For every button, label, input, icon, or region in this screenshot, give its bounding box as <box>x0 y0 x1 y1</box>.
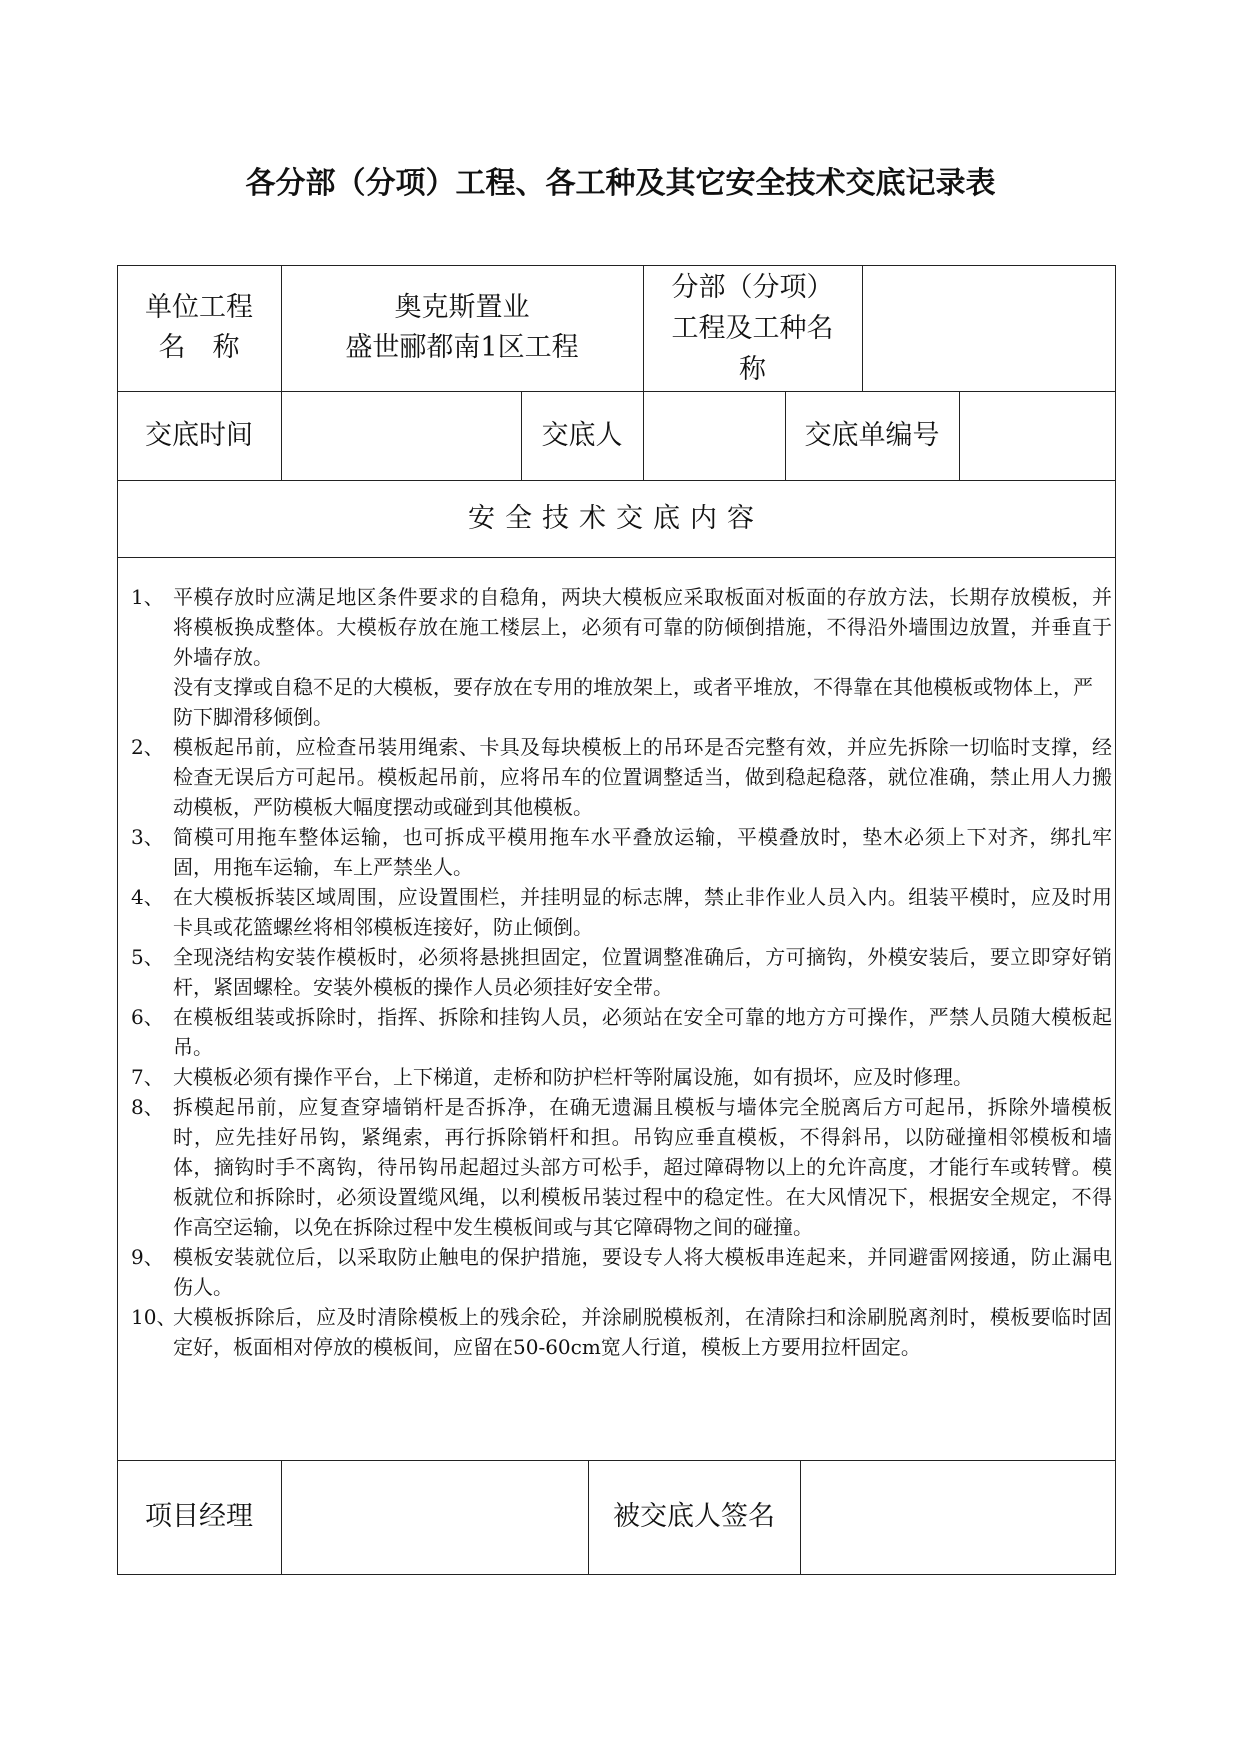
list-item <box>127 582 1112 672</box>
item-number: 6、 <box>131 1005 164 1029</box>
unit-project-label-line1: 单位工程 <box>145 292 253 323</box>
unit-project-value <box>281 265 643 391</box>
item-number: 7、 <box>131 1065 164 1089</box>
item-text: 在大模板拆装区域周围，应设置围栏，并挂明显的标志牌，禁止非作业人员入内。组装平模时，应及时用卡具或花篮螺丝将相邻模板连接好，防止倾倒。 <box>173 885 1112 939</box>
unit-project-label <box>117 265 281 391</box>
project-manager-signature[interactable] <box>281 1460 588 1574</box>
item-text: 简模可用拖车整体运输，也可拆成平模用拖车水平叠放运输，平模叠放时，垫木必须上下对齐，绑扎牢固，用拖车运输，车上严禁坐人。 <box>173 825 1112 879</box>
item-number: 9、 <box>131 1245 164 1269</box>
item-text: 拆模起吊前，应复查穿墙销杆是否拆净，在确无遗漏且模板与墙体完全脱离后方可起吊，拆除外墙模板时，应先挂好吊钩，紧绳索，再行拆除销杆和担。吊钩应垂直模板，不得斜吊，以防碰撞相邻模板和墙体，摘钩时手不离钩，待吊钩吊起超过头部方可松手，超过障碍物以上的允许高度，才能行车或转臂。模板就位和拆除时，必须设置缆风绳，以利模板吊装过程中的稳定性。在大风情况下，根据安全规定，不得作高空运输，以免在拆除过程中发生模板间或与其它障碍物之间的碰撞。 <box>173 1095 1112 1239</box>
project-manager-label: 项目经理 <box>145 1501 253 1532</box>
sub-project-label-line2: 工程及工种名 <box>671 312 834 344</box>
unit-project-value-line2: 盛世郦都南1区工程 <box>345 332 579 363</box>
table-border-right <box>1115 265 1116 1575</box>
item-number: 3、 <box>131 825 164 849</box>
briefer-value <box>643 391 785 480</box>
item-text: 模板安装就位后，以采取防止触电的保护措施，要设专人将大模板串连起来，并同避雷网接通，防止漏电伤人。 <box>173 1245 1112 1299</box>
list-item <box>127 1302 1112 1362</box>
brief-number-value <box>959 391 1115 480</box>
item-1-extra-paragraph: 没有支撑或自稳不足的大模板，要存放在专用的堆放架上，或者平堆放，不得靠在其他模板或物体上，严防下脚滑移倾倒。 <box>173 675 1093 729</box>
sub-project-label-line1: 分部（分项） <box>671 271 834 303</box>
safety-content-list <box>127 582 1112 1362</box>
brief-time-label: 交底时间 <box>145 419 253 451</box>
list-item <box>127 1062 1112 1092</box>
list-item <box>127 1092 1112 1242</box>
item-text: 模板起吊前，应检查吊装用绳索、卡具及每块模板上的吊环是否完整有效，并应先拆除一切临时支撑，经检查无误后方可起吊。模板起吊前，应将吊车的位置调整适当，做到稳起稳落，就位准确，禁止用人力搬动模板，严防模板大幅度摆动或碰到其他模板。 <box>173 735 1112 819</box>
item-number: 1、 <box>131 585 164 609</box>
unit-project-value-line1: 奥克斯置业 <box>394 292 530 323</box>
item-text: 平模存放时应满足地区条件要求的自稳角，两块大模板应采取板面对板面的存放方法，长期存放模板，并将模板换成整体。大模板存放在施工楼层上，必须有可靠的防倾倒措施，不得沿外墙围边放置，并垂直于外墙存放。 <box>173 585 1112 669</box>
list-item <box>127 942 1112 1002</box>
item-number: 2、 <box>131 735 164 759</box>
item-text: 在模板组装或拆除时，指挥、拆除和挂钩人员，必须站在安全可靠的地方方可操作，严禁人员随大模板起吊。 <box>173 1005 1112 1059</box>
list-item <box>127 822 1112 882</box>
item-number: 10、 <box>131 1305 177 1329</box>
list-item <box>127 882 1112 942</box>
sub-project-label <box>643 265 862 391</box>
recipient-signature-label: 被交底人签名 <box>613 1501 775 1532</box>
sub-project-value <box>862 265 1115 391</box>
unit-project-label-line2: 名 称 <box>158 332 240 363</box>
item-text: 大模板必须有操作平台，上下梯道，走桥和防护栏杆等附属设施，如有损坏，应及时修理。 <box>173 1065 973 1089</box>
item-number: 4、 <box>131 885 164 909</box>
list-item <box>127 1002 1112 1062</box>
recipient-signature[interactable] <box>800 1460 1115 1574</box>
section-heading: 安全技术交底内容 <box>468 502 764 534</box>
safety-briefing-table <box>117 265 1116 1575</box>
list-item <box>127 1242 1112 1302</box>
brief-number-label: 交底单编号 <box>804 419 940 451</box>
sub-project-label-line3: 称 <box>739 353 766 385</box>
brief-time-value <box>281 391 521 480</box>
row-divider-3 <box>117 557 1116 558</box>
briefer-label: 交底人 <box>541 419 623 451</box>
item-number: 8、 <box>131 1095 164 1119</box>
item-text: 全现浇结构安装作模板时，必须将悬挑担固定，位置调整准确后，方可摘钩，外模安装后，要立即穿好销杆，紧固螺栓。安装外模板的操作人员必须挂好安全带。 <box>173 945 1112 999</box>
item-number: 5、 <box>131 945 164 969</box>
item-text: 大模板拆除后，应及时清除模板上的残余砼，并涂刷脱模板剂，在清除扫和涂刷脱离剂时，模板要临时固定好，板面相对停放的模板间，应留在50-60cm宽人行道，模板上方要用拉杆固定。 <box>173 1305 1112 1359</box>
table-border-bottom <box>117 1574 1116 1575</box>
list-item <box>127 732 1112 822</box>
page-title: 各分部（分项）工程、各工种及其它安全技术交底记录表 <box>245 166 996 201</box>
